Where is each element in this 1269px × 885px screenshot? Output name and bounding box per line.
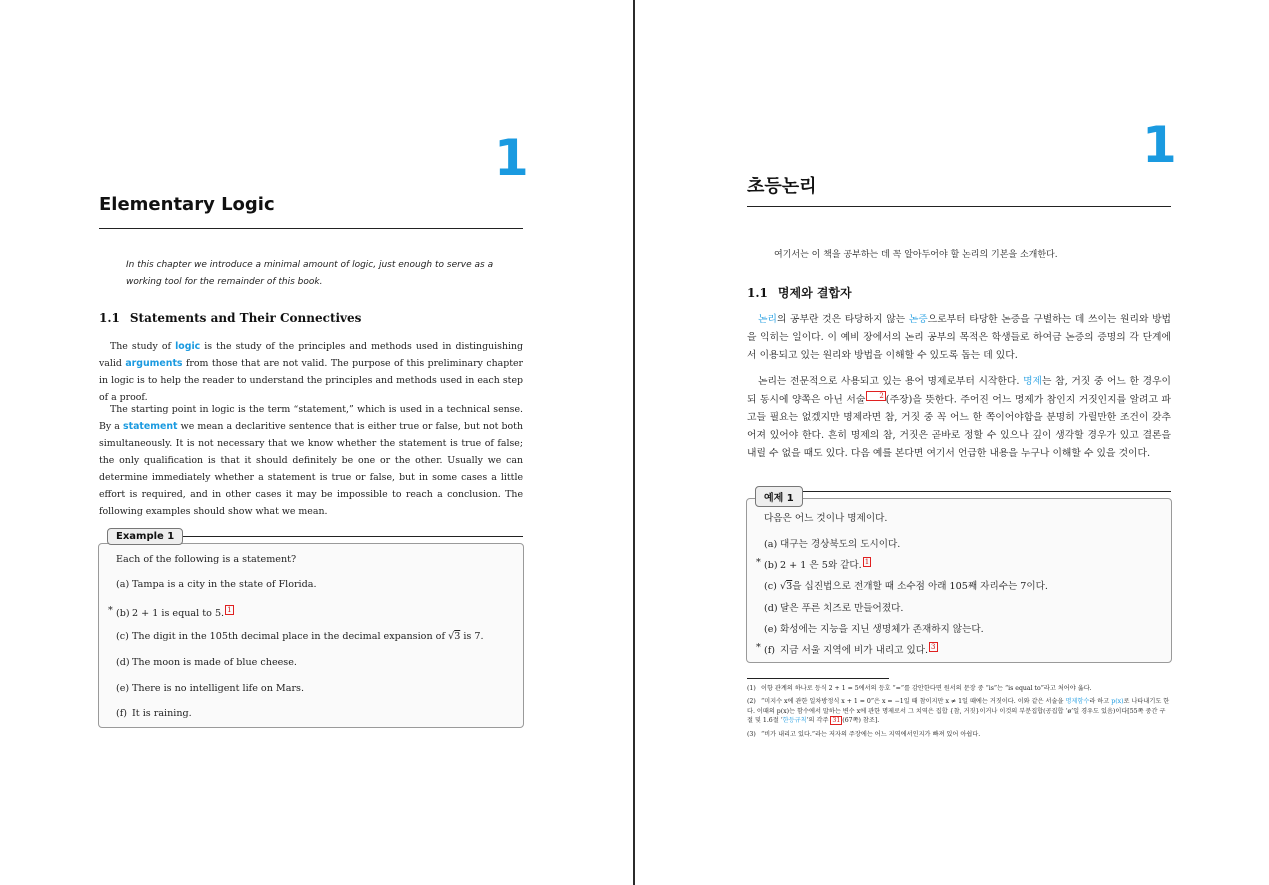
footnote-text: 로 나타내기도 한다. 이때의 p(x)는 함수에서 말하는 변수 x에 관한 명제로서 그 치역은 집합 {참, 거짓}이거나 이것의 부분집합(공집합 ‘ø’일 경우도 있음)이다[55쪽 중간 구절 및 1.6절 ‘ [747,698,1170,724]
item-label: (f) [764,645,776,657]
keyword-statement[interactable]: statement [123,421,178,432]
page-divider [633,0,635,885]
example-item-f [756,642,938,657]
item-label: (b) [116,608,130,620]
star-marker: * [108,605,113,616]
footnote-2 [747,697,1171,726]
section-heading [99,311,361,325]
chapter-title: Elementary Logic [99,194,275,215]
example-item-c [764,578,1048,592]
footnote-text: “비가 내리고 있다.”라는 저자의 주장에는 어느 지역에서인지가 빠져 있어 아쉽다. [761,731,981,738]
footnote-rule [747,678,889,679]
text-run: The study of [110,341,176,352]
footnote-keyword[interactable]: 한등규칙 [782,717,807,724]
star-marker: * [756,642,761,653]
sqrt-symbol: √ [448,631,455,642]
item-label: (f) [116,708,128,719]
chapter-number: 1 [1142,116,1177,174]
example-item-d [764,600,903,614]
example-item-a [764,536,900,550]
example-item-b [756,557,871,572]
footnote-ref-1[interactable]: 1 [864,558,870,566]
keyword-proposition[interactable]: 명제 [1023,376,1043,387]
example-item-c [116,631,484,642]
star-marker: * [756,557,761,568]
example-item-e [116,683,304,694]
paragraph-2 [747,373,1171,463]
item-label: (d) [116,657,130,668]
abstract-line-2: working tool for the remainder of this book. [126,277,323,287]
item-label: (d) [764,603,778,614]
item-text: There is no intelligent life on Mars. [132,683,305,694]
item-label: (e) [116,683,130,694]
item-text: 달은 푸른 치즈로 만들어졌다. [780,603,904,614]
sqrt-argument: 3 [786,581,793,592]
chapter-title: 초등논리 [747,176,817,197]
example-item-f [116,708,192,719]
item-text: 지금 서울 지역에 비가 내리고 있다. [780,645,929,657]
keyword-logic[interactable]: logic [175,341,201,352]
item-label: (c) [764,581,777,592]
item-text: 화성에는 지능을 지닌 생명체가 존재하지 않는다. [780,624,984,635]
footnote-keyword[interactable]: p(x) [1111,698,1124,705]
section-number: 1.1 [99,311,120,325]
item-text: The digit in the 105th decimal place in the decimal expansion of [132,631,449,642]
example-label: 예제 1 [755,486,803,507]
footnote-number: (3) [747,731,756,738]
footnote-text: “미지수 x에 관한 일차방정식 x + 1 = 0”은 x = −1일 때 참이지만 x ≠ 1일 때에는 거짓이다. 이와 같은 서술을 [761,698,1066,705]
item-text: 2 + 1 은 5와 같다. [780,560,862,572]
footnote-keyword[interactable]: 명제함수 [1065,698,1090,705]
sqrt-symbol: √ [780,581,787,592]
keyword-argument[interactable]: 논증 [908,314,928,325]
text-run: (주장)을 뜻한다. 주어진 어느 명제가 참인지 거짓인지를 알려고 파고들 필요는 없겠지만 명제라면 참, 거짓 중 꼭 어느 한 쪽이어야함을 분명히 가릴만한 조건이 갖추어져 있어야 한다. 흔히 명제의 참, 거짓은 곧바로 정할 수 있으나 깊이 생각할 경우가 있고 결론을 내릴 수 없을 때도 있다. 다음 예를 본다면 여기서 언급한 내용을 누구나 이해할 수 있을 것이다. [747,394,1172,460]
footnote-text: 라 하고 [1089,698,1112,705]
footnote-1 [747,684,1171,694]
footnote-ref-1[interactable]: 1 [227,606,232,614]
item-label: (e) [764,624,778,635]
example-item-a [116,579,317,590]
paragraph-2 [99,401,523,520]
paragraph-1 [99,338,523,406]
chapter-rule [747,206,1171,207]
example-header-rule [177,536,523,537]
right-page [637,0,1269,885]
item-text: Tampa is a city in the state of Florida. [132,579,317,590]
example-label: Example 1 [107,528,183,545]
chapter-abstract: 여기서는 이 책을 공부하는 데 꼭 알아두어야 할 논리의 기본을 소개한다. [774,250,1058,260]
footnote-ref-2[interactable]: 2 [866,391,885,401]
chapter-rule [99,228,523,229]
text-run: is the study of the principles and methods used in distinguishing valid [99,341,523,369]
text-run: 의 공부란 것은 타당하지 않는 [776,314,909,325]
abstract-line-1: In this chapter we introduce a minimal amount of logic, just enough to serve as a [126,260,494,270]
example-header-rule [802,491,1171,492]
sqrt-argument: 3 [454,631,461,642]
footnote-number: (2) [747,698,756,705]
footnote-number: (1) [747,685,756,692]
item-text: 대구는 경상북도의 도시이다. [780,539,901,550]
example-item-e [764,621,984,635]
item-label: (a) [116,579,130,590]
text-run: The starting point in logic is the term “statement,” which is used in a technical sense. By a [99,404,523,432]
item-text: 2 + 1 is equal to 5. [132,608,225,620]
example-item-b [108,605,234,620]
section-title: 명제와 결합자 [777,286,852,300]
footnote-text: 이항 관계의 하나로 등식 2 + 1 = 5에서의 등호 “=”를 감안한다면 원서의 문장 중 “is”는 “is equal to”라고 처어야 옳다. [761,685,1092,692]
footnote-ref-3[interactable]: 3 [931,643,936,651]
text-run: 는 참, 거짓 중 어느 한 경우이되 동시에 양쪽은 아닌 서술 [747,376,1171,406]
section-title: Statements and Their Connectives [129,311,362,325]
example-intro: 다음은 어느 것이나 명제이다. [764,513,888,524]
footnote-text: (67쪽) 참조]. [842,717,880,724]
item-label: (b) [764,560,778,572]
example-intro: Each of the following is a statement? [116,554,297,565]
left-page [0,0,633,885]
item-label: (a) [764,539,778,550]
paragraph-1 [747,311,1171,365]
item-text: The moon is made of blue cheese. [132,657,297,668]
item-text: It is raining. [132,708,192,719]
text-run: 으로부터 타당한 논증을 구별하는 데 쓰이는 원리와 방법을 익히는 일이다. 이 예비 장에서의 논리 공부의 목적은 학생들로 하여금 논증의 증명의 각 단계에서 이용되고 있는 원리와 방법을 이해할 수 있도록 돕는 데 있다. [747,314,1172,361]
text-run: 논리는 전문적으로 사용되고 있는 용어 명제로부터 시작한다. [758,376,1024,387]
section-heading [747,284,852,301]
chapter-abstract [126,257,506,291]
item-text: is 7. [460,631,484,642]
example-item-d [116,657,297,668]
text-run: we mean a declaritive sentence that is either true or false, but not both simultaneously. It is not necessary that we know whether the statement is true of false; the only qualification is that it should definitely be one or the other. Usually we can determine immediately whether a statement is true or false, but in some cases a little effort is required, and in other cases it may be impossible to reach a conclusion. The following examples should show what we mean. [99,421,523,517]
text-run: from those that are not valid. The purpose of this preliminary chapter in logic is to help the reader to understand the principles and methods used in each step of a proof. [99,358,523,403]
keyword-arguments[interactable]: arguments [125,358,183,369]
footnote-3 [747,730,1171,740]
chapter-number: 1 [494,129,529,187]
footnote-box-ref[interactable]: 31 [832,717,841,724]
keyword-logic[interactable]: 논리 [758,314,777,325]
footnote-text: ’의 각주 [806,717,831,724]
section-number: 1.1 [747,286,768,300]
item-label: (c) [116,631,129,642]
item-text: 을 십진법으로 전개할 때 소수점 아래 105째 자리수는 7이다. [792,581,1048,592]
